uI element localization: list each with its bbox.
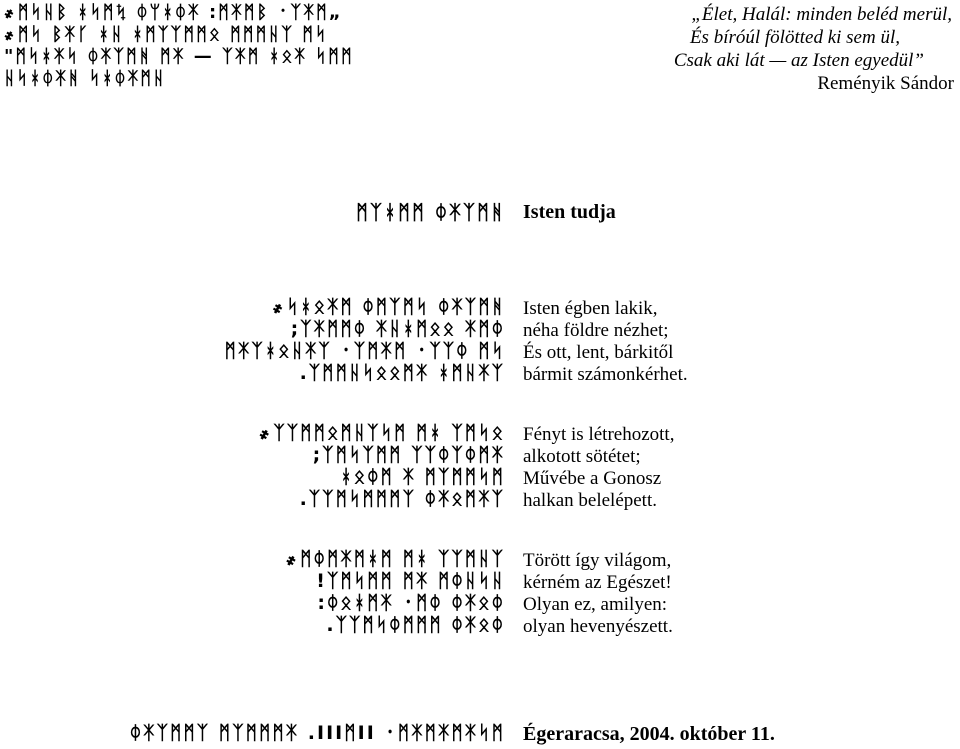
runic-verse-line: !ᛉᛗᛋᛗᛗ ᛗᛡ ᛗᛰᚺᛋᚺ	[316, 570, 505, 592]
verse-line: Fényt is létrehozott,	[523, 424, 675, 445]
motto-author: Reményik Sándor	[817, 73, 954, 94]
runic-date: ᛰᛡᛉᛗᛗᛉ ᛗᛉᛗᛗᛗᛡ .IIIᛗII ᛫ᛗᛡᛗᛡᛗᛡᛋᛗ	[129, 722, 505, 744]
verse-line: Olyan ez, amilyen:	[523, 594, 668, 615]
runic-verse-line: .ᛉᛉᛗᛋᛗᛗᛗᛉ ᛰᛡᛟᛗᛡᛉ	[299, 488, 505, 510]
verse-line: kérném az Egészet!	[523, 572, 672, 593]
motto-line: „Élet, Halál: minden beléd merül,	[691, 4, 952, 25]
runic-motto-line: "ᛗᛋᚼᛡᛋ ᛰᛡᛉᛗᚻ ᛗᛡ — ᛉᛡᛗ ᚼᛟᛡ ᛋᛗᛗ	[4, 46, 354, 67]
motto-line: Csak aki lát — az Isten egyedül”	[673, 50, 924, 71]
verse-line: olyan hevenyészett.	[523, 616, 673, 637]
runic-verse-line: :ᛰᛟᚼᛗᛡ ᛫ᛗᛰ ᛰᛡᛟᛰ	[317, 592, 505, 614]
verse-line: bármit számonkérhet.	[523, 364, 688, 385]
runic-verse-line: ҂ᛉᛉᛗᛗᛟᛗᚺᛉᛋᛗ ᛗᚼ ᛉᛗᛋᛟ	[258, 422, 505, 444]
runic-verse-line: .ᛉᛉᛗᛋᛰᛗᛗᛗ ᛰᛡᛟᛰ	[326, 614, 505, 636]
runic-motto-line: ҂ᛗᛋ ᛒᛡᚴ ᚼᚺ ᚼᛗᛉᛉᛗᛗᛟ ᛗᛗᛗᚺᛉ ᛗᛋ	[4, 24, 328, 45]
runic-verse-line: ᛗᛡᛉᚼᛟᚺᛡᛉ ᛫ᛉᛗᛡᛗ ᛫ᛉᛉᛰ ᛗᛋ	[224, 340, 505, 362]
verse-line: És ott, lent, bárkitől	[523, 342, 674, 363]
verse-line: Törött így világom,	[523, 550, 672, 571]
verse-line: Művébe a Gonosz	[523, 468, 662, 489]
runic-title: ᛗᛉᚼᛗᛗ ᛰᛡᛉᛗᚻ	[356, 200, 505, 224]
runic-verse-line: ;ᛉᛗᛋᛉᛗᛗ ᛉᛉᛰᛉᛰᛗᛡ	[312, 444, 505, 466]
runic-verse-line: ᚼᛟᛰᛗ ᛡ ᛗᛉᛗᛗᛋᛗ	[340, 466, 505, 488]
poem-title: Isten tudja	[523, 201, 616, 223]
motto-line: És bíróúl fölötted ki sem ül,	[689, 27, 900, 48]
runic-motto-author: ᚺᛋᚼᛰᛡᚻ ᛋᚼᛰᛡᛗᚺ	[4, 68, 166, 89]
verse-line: halkan belelépett.	[523, 490, 657, 511]
runic-verse-line: ҂ᛋᚼᛟᛡᛗ ᛰᛗᛉᛗᛋ ᛰᛡᛉᛗᚻ	[272, 296, 505, 318]
verse-line: néha földre nézhet;	[523, 320, 669, 341]
verse-line: Isten égben lakik,	[523, 298, 658, 319]
runic-verse-line: ;ᛉᛡᛗᛗᛰ ᛡᚺᚼᛗᛟᛟ ᛡᛗᛰ	[290, 318, 505, 340]
runic-motto-line: ҂ᛗᛋᚺᛒ ᚼᛋᛗᛪ ᛰᛘᚼᛰᛡ :ᛗᛡᛗᛒ ᛫ᛉᛡᛗ„	[4, 2, 343, 23]
runic-verse-line: ҂ᛗᛰᛗᛡᛗᚼᛗ ᛗᚼ ᛉᛉᛗᚺᛉ	[285, 548, 505, 570]
verse-line: alkotott sötétet;	[523, 446, 641, 467]
runic-verse-line: .ᛉᛗᛗᚺᛋᛟᛟᛗᛡ ᚼᛗᚺᛡᛉ	[299, 362, 505, 384]
poem-date: Égeraracsa, 2004. október 11.	[523, 723, 775, 745]
